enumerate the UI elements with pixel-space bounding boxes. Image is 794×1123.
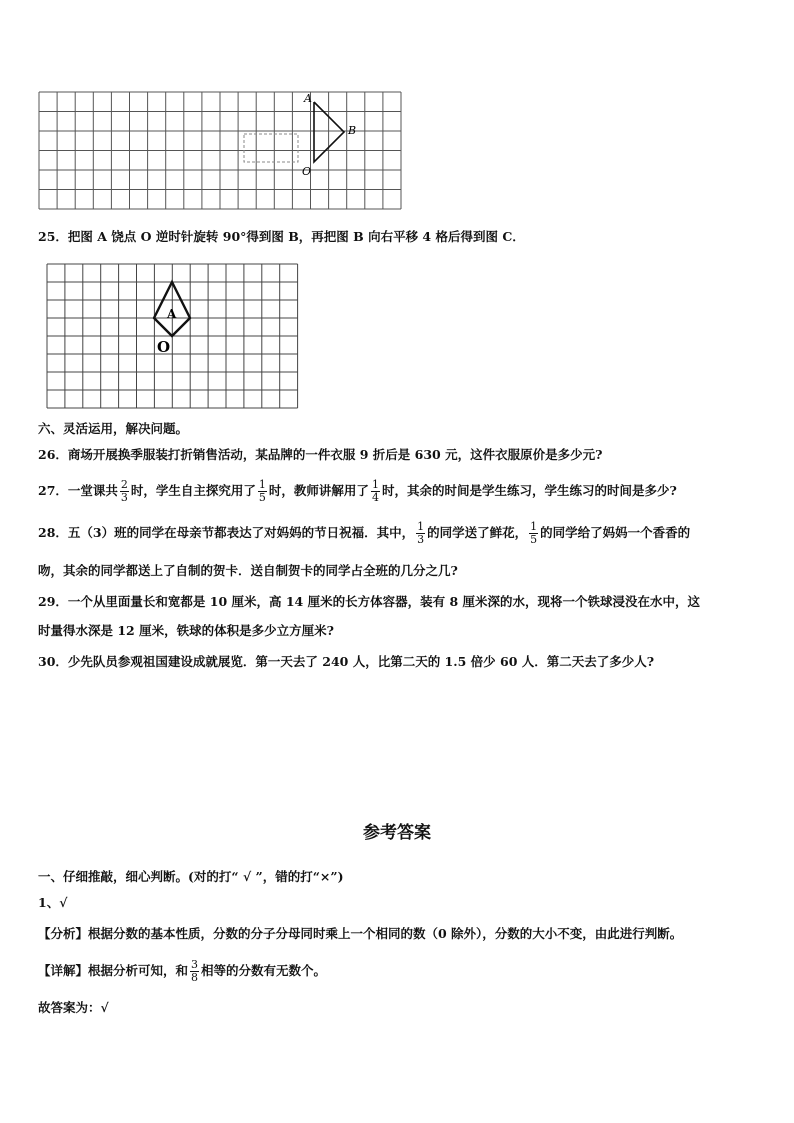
question-28-line-2: 吻，其余的同学都送上了自制的贺卡．送自制贺卡的同学占全班的几分之几? bbox=[38, 563, 458, 578]
fraction: $\frac{1}{5}$ bbox=[258, 478, 266, 504]
question-25: 25．把图 A 饶点 O 逆时针旋转 90°得到图 B，再把图 B 向右平移 4 格后得到图 C． bbox=[38, 229, 525, 244]
answer-conclusion: 故答案为：√ bbox=[38, 1000, 109, 1015]
answer-detail: 【详解】根据分析可知，和 $\frac{3}{8}$ 相等的分数有无数个。 bbox=[38, 958, 327, 984]
question-28-line-1: 28．五（3）班的同学在母亲节都表达了对妈妈的节日祝福．其中， $\frac{1}{3}$ 的同学送了鲜花， $\frac{1}{5}$ 的同学给了妈妈一个香香的 bbox=[38, 520, 691, 546]
answer-analysis: 【分析】根据分数的基本性质，分数的分子分母同时乘上一个相同的数（0 除外），分数的大小不变，由此进行判断。 bbox=[38, 926, 683, 941]
grid-1-lines bbox=[39, 92, 401, 209]
question-29-line-1: 29．一个从里面量长和宽都是 10 厘米，高 14 厘米的长方体容器，装有 8 厘米深的水，现将一个铁球浸没在水中，这 bbox=[38, 594, 700, 609]
section-6-title: 六、灵活运用，解决问题。 bbox=[38, 421, 189, 436]
fraction: $\frac{1}{3}$ bbox=[417, 520, 425, 546]
label-a: A bbox=[304, 92, 312, 105]
fraction: $\frac{3}{8}$ bbox=[191, 958, 199, 984]
label-b: B bbox=[348, 124, 357, 137]
fraction: $\frac{1}{4}$ bbox=[371, 478, 379, 504]
answers-title: 参考答案 bbox=[363, 823, 431, 843]
fraction: $\frac{1}{5}$ bbox=[530, 520, 538, 546]
grid-1-dashed-box bbox=[244, 134, 298, 162]
label-o: O bbox=[157, 338, 171, 356]
question-27: 27．一堂课共 $\frac{2}{3}$ 时，学生自主探究用了 $\frac{1}{5}$ 时，教师讲解用了 $\frac{1}{4}$ 时，其余的时间是学生练习，学生练习的时间是多少? bbox=[38, 478, 677, 504]
label-a: A bbox=[167, 307, 177, 321]
grid-figure-1 bbox=[38, 90, 404, 212]
answer-1: 1、√ bbox=[38, 895, 68, 910]
answers-section-1: 一、仔细推敲，细心判断。(对的打“ √ ”，错的打“×”) bbox=[38, 869, 344, 884]
question-30: 30．少先队员参观祖国建设成就展览．第一天去了 240 人，比第二天的 1.5 倍少 60 人．第二天去了多少人? bbox=[38, 654, 655, 669]
label-o: O bbox=[302, 165, 312, 178]
fraction: $\frac{2}{3}$ bbox=[120, 478, 128, 504]
question-26: 26．商场开展换季服装打折销售活动，某品牌的一件衣服 9 折后是 630 元，这件衣服原价是多少元? bbox=[38, 447, 603, 462]
question-29-line-2: 时量得水深是 12 厘米，铁球的体积是多少立方厘米? bbox=[38, 623, 334, 638]
grid-figure-2 bbox=[46, 263, 302, 413]
